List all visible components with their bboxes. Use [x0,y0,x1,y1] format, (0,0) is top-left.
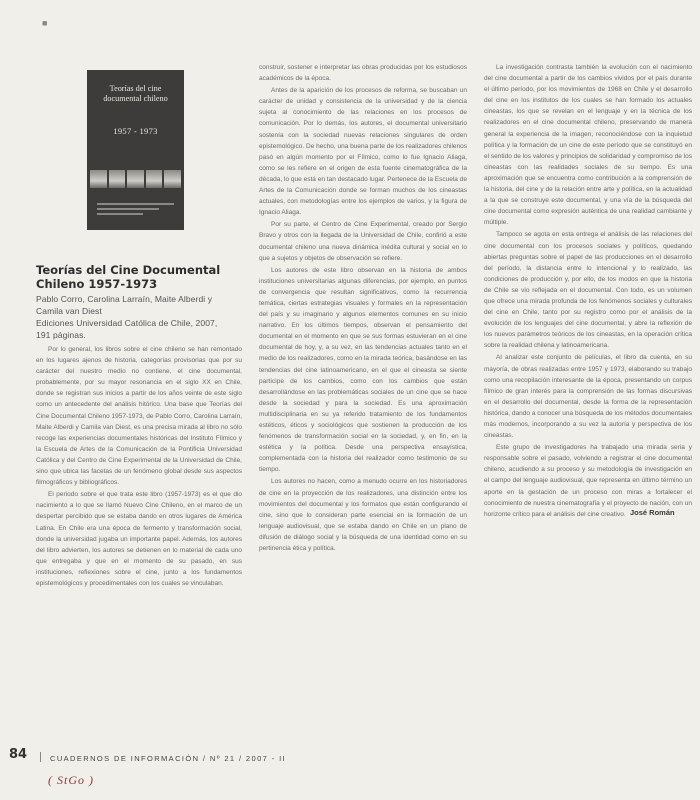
paragraph: Al analizar este conjunto de películas, el libro da cuenta, en su mayoría, de obras realizadas entre 1957 y 1973, elaborando su trabajo como una recopilación interesante de la época, presentando un corpus fílmico de gran interés para la comprensión de las formas discursivas en el desarrollo del documental, desde la forma de la representación histórica, dando a conocer una búsqueda de los métodos documentales más modernos, incorporando a su vez la autoría y perspectiva de los cineastas. [484,354,692,440]
publication-running-footer: CUADERNOS DE INFORMACIÓN / Nº 21 / 2007 - II [50,754,287,763]
paragraph: Este grupo de investigadores ha trabajado una mirada seria y responsable sobre el pasado, volviendo a registrar el cine documental chileno, acudiendo a su proceso y su metodología de investigación en el campo del lenguaje audiovisual, que representa en último término un aporte en la gestación de un proceso con miras a fortalecer el conocimiento de nuestra cinematografía y el proyecto de nación, con un horizonte crítico para el análisis del cine creativo. [484,444,692,518]
book-cover [87,70,184,230]
corner-mark: ■ [42,18,48,28]
book-pages: 191 páginas. [36,330,86,340]
book-metadata [36,293,241,341]
paragraph: La investigación contrasta también la evolución con el nacimiento del cine documental a partir de los cambios vividos por el país durante el último período, por los movimientos de 1968 en Chile y el desarrollo del cine en los institutos de los cuales se han formado los actuales cineastas, los que se revelan en el lenguaje y en la técnica de los realizadores en el cine documental chileno, preservando de manera general la experiencia de la imagen, reconociéndose con la inquietud política y la formación de un cine de este período que se constituyó en el sentido de los valores y principios de solidaridad y compromiso de los cineastas con las realidades sociales de su tiempo. Es una aproximación que se encuentra como contribución a la comprensión de la historia, del cine y de la relación entre arte y política, en la actualidad a la que se construye este documental, y una vía de la búsqueda del cine documental como expresión auténtica de una realidad cambiante y múltiple. [484,64,692,227]
cover-years: 1957 - 1973 [113,126,158,136]
review-column-2 [259,62,467,555]
handwritten-note: ( StGo ) [48,773,94,787]
paragraph: construir, sostener e interpretar las obras producidas por los estudiosos académicos de la época. [259,64,467,83]
paragraph: Tampoco se agota en esta entrega el análisis de las relaciones del cine documental con los procesos sociales y políticos, quedando abiertas preguntas sobre el papel de las producciones en el desarrollo del período, la distancia entre lo intencional y lo realizado, las condiciones de producción y, por ello, de los modos en que la historia de Chile se vio reflejada en el documental. Con todo, es un volumen que ofrece una mirada profunda de los fenómenos sociales y culturales del cine en Chile, tanto por su registro como por el análisis de la evolución de los lenguajes del cine documental, y abre la reflexión de los nuevos parámetros teóricos de los cineastas, en la operación crítica sobre la realidad chilena y latinoamericana. [484,231,692,350]
paragraph: Los autores de este libro observan en la historia de ambos instituciones universitarias algunas diferencias, por ejemplo, en puntos de convergencia que resultan significativos, como la recurrencia temática, ciertas estrategias visuales y formales en la representación del país y su imaginario y algunos elementos comunes en su inicio narrativo. En los últimos tiempos, observan el pensamiento del documental en el momento en que se sus formas estuvieran en el cine documental de hoy, y, a su vez, en las tendencias actuales tanto en el medio de los realizadores, como en la mirada teórica, basándose en las tendencias del cine latinoamericano, en el que el cineasta se siente partícipe de los cambios, como con los cambios que están desarrollándose en las problemáticas sociales de un cine que se hace desde la sociedad y para la sociedad. Es una aproximación multidisciplinaria en su ya referido tratamiento de los fundamentos estéticos, éticos y sociológicos que sostienen la producción de los fenómenos de transformación social en la sociedad, y, en fin, en la estética y la política. Desde una perspectiva ensayística, complementada con la historia del realizador como testimonio de su tiempo. [259,266,467,474]
paragraph: Los autores no hacen, como a menudo ocurre en los historiadores de cine en la proyección de los realizadores, una distinción entre los movimientos del documental y los formatos que están configurando el cine, sino que lo consideran parte esencial en la formación de un lenguaje audiovisual, que se estaba dando en Chile en un plano de difusión de diálogo social y la búsqueda de una identidad como en su pertinencia ética y política. [259,478,467,553]
footer-divider [40,752,41,762]
review-column-1 [36,344,242,590]
paragraph: Por lo general, los libros sobre el cine chileno se han remontado en los lugares ajenos de historia, categorías provisorias que por su carácter del nuestro medio no contiene, el cine documental, probablemente, por su mayor resonancia en el siglo XX en Chile, donde se registran sus inicios a partir de los años veinte de este siglo como un antecedente del análisis hitórico. Una base que Teorías del Cine Documental Chileno 1957-1973, de Pablo Corro, Carolina Larraín, Maite Alberdi y Camila van Diest, es una precisa mirada al libro no sólo recoge las experiencias documentales históricas del Instituto Fílmico y la Escuela de Artes de la Comunicación de la Pontificia Universidad Católica y del Centro de Cine Experimental de la Universidad de Chile, sino que ubica las facetas de un fenómeno global desde sus aspectos filmográficos y bibliográficos. [36,346,242,487]
paragraph: Antes de la aparición de los procesos de reforma, se buscaban un carácter de unidad y consistencia de la universidad y de la ciencia sujeta al conocimiento de las relaciones en los procesos de comunicación. Por lo demás, los autores, el documental universitario sostenía con la sociedad nuevas relaciones singulares de orden epistemológico. De hecho, una buena parte de los realizadores chilenos pasó en algún momento por el Fílmico, como lo fue Ignacio Aliaga, como se les refiere en el origen de esta fuente cinematográfica de la década, lo que está en tan destacado lugar. Pertenece de la Escuela de Artes de la Comunicación donde se forman muchos de los cineastas actuales, con metodologías entre los ejemplos de varios, y la figura de Ignacio Aliaga. [259,87,467,217]
cover-title: Teorías del cine documental chileno [103,84,168,103]
review-column-3 [484,62,692,521]
book-title: Teorías del Cine Documental Chileno 1957-1973 [36,263,221,291]
book-publisher: Ediciones Universidad Católica de Chile, 2007, [36,318,218,328]
book-authors: Pablo Corro, Carolina Larraín, Maite Alberdi y Camila van Diest [36,294,213,316]
paragraph: Por su parte, el Centro de Cine Experimental, creado por Sergio Bravo y otros con la llegada de la Universidad de Chile, confirió a este documental chileno una nueva dinámica inédita cultural y social en lo que a sujetos y objetos de observación se refiere. [259,221,467,262]
page-number: 84 [9,747,28,762]
paragraph: El periodo sobre el que trata este libro (1957-1973) es el que dio nacimiento a lo que se llamó Nuevo Cine Chileno, en el marco de un despertar percibido que se estaba dando en otros lugares de América Latina. En Chile era una época de fermento y transformación social, donde la universidad jugaba un importante papel. Además, los autores del libro advierten, los autores se detienen en lo material de cada uno que entregaba y que en el momento de su pasado, en sus instituciones, reflexiones sobre el cine, junto a los fundamentos epistemológicos y procedimentales con los cuales se vinculaban. [36,491,242,587]
cover-photo-strip [87,170,184,188]
review-signature: José Román [630,508,675,517]
cover-subtitle-lines [97,200,174,218]
